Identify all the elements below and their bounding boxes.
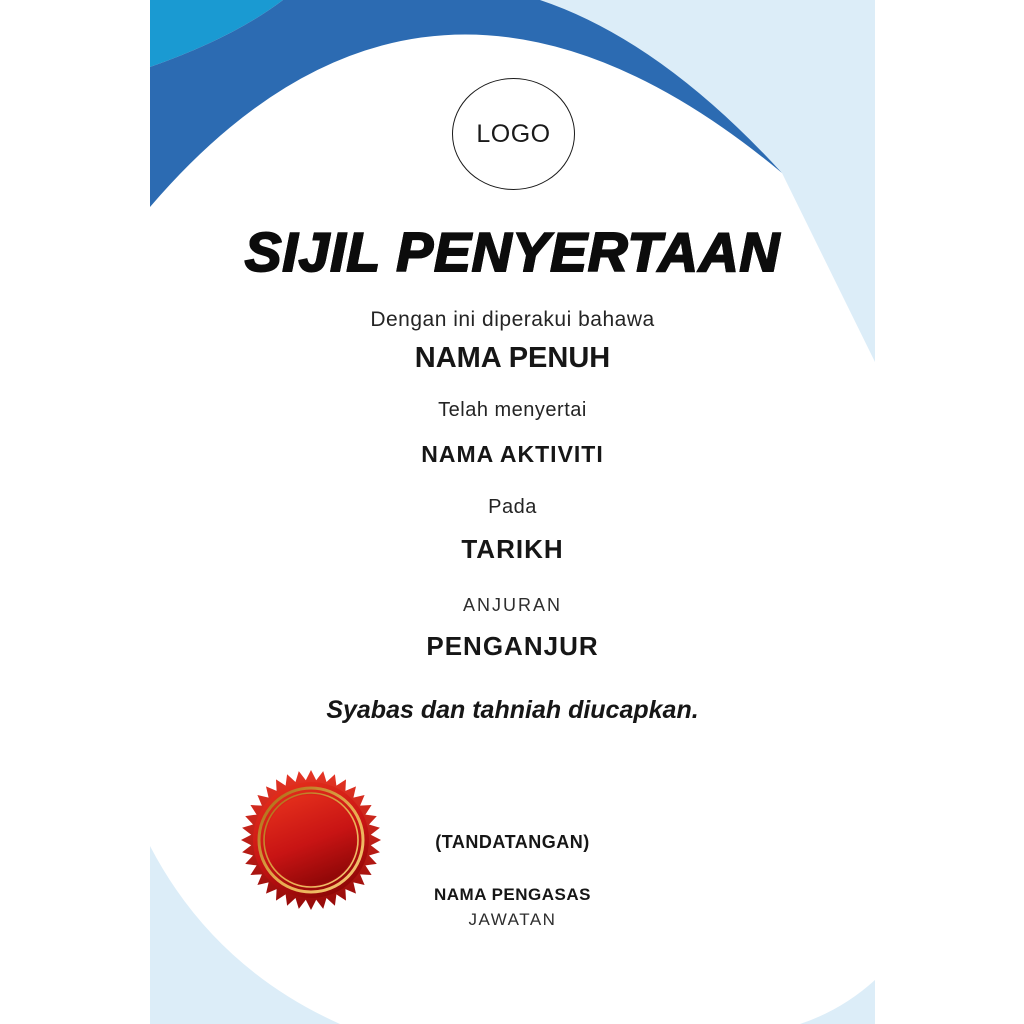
signer-title: JAWATAN [468, 910, 557, 929]
organized-by-label: ANJURAN [462, 595, 562, 615]
logo-circle [452, 78, 575, 190]
joined-line: Telah menyertai [438, 399, 587, 421]
recipient-name: NAMA PENUH [414, 342, 611, 374]
organizer-name: PENGANJUR [426, 631, 599, 661]
on-label: Pada [488, 496, 537, 518]
activity-name: NAMA AKTIVITI [421, 441, 604, 467]
certificate-body [150, 0, 875, 1024]
certificate-title: SIJIL PENYERTAAN [244, 221, 781, 283]
intro-line: Dengan ini diperakui bahawa [370, 308, 655, 331]
signature-placeholder: (TANDATANGAN) [435, 832, 590, 852]
signer-name: NAMA PENGASAS [434, 885, 591, 904]
congratulation-line: Syabas dan tahniah diucapkan. [326, 696, 699, 724]
logo-text: LOGO [476, 119, 551, 148]
date-placeholder: TARIKH [461, 534, 564, 564]
